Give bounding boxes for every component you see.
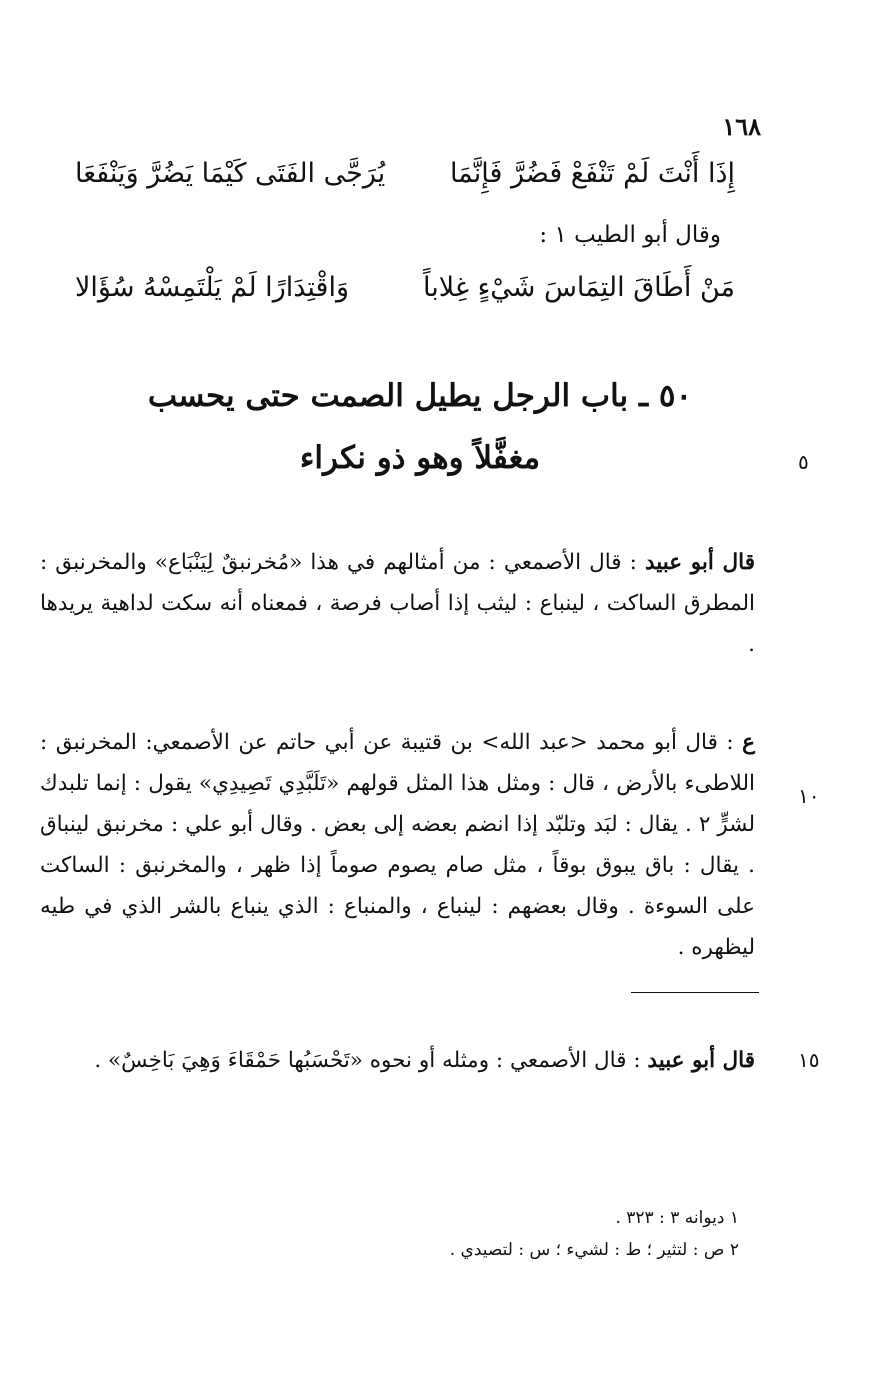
paragraph-lead: قال أبو عبيد — [647, 1048, 755, 1073]
verse-second-hemistich: يُرَجَّى الفَتَى كَيْمَا يَضُرَّ وَيَنْفَعَا — [75, 158, 386, 189]
paragraph-text: : قال أبو محمد <عبد الله> بن قتيبة عن أبي حاتم عن الأصمعي: المخرنبق : اللاطىء بالأرض ، قال : ومثل هذا المثل قولهم «تَلَبَّدِي تَصِيدِي» يقول : إنما تلبدك لشرٍّ ٢ . يقال : لبَد وتلبّد إذا انضم بعضه إلى بعض . وقال أبو علي : مخرنبق لينباق . يقال : باق يبوق بوقاً ، مثل صام يصوم صوماً إذا ظهر ، والمخرنبق : الساكت على السوءة . وقال بعضهم : لينباع ، والمنباع : الذي ينباع بالشر الذي في طيه ليظهره . — [40, 730, 756, 960]
paragraph — [40, 542, 755, 665]
line-number: ١٥ — [798, 1048, 820, 1072]
paragraph-lead: ع — [742, 730, 755, 755]
footnote-divider — [631, 992, 759, 993]
line-number: ٥ — [798, 450, 809, 474]
paragraph-lead: قال أبو عبيد — [644, 550, 755, 575]
paragraph-text: : قال الأصمعي : ومثله أو نحوه «تَحْسَبُها حَمْقَاءَ وَهِيَ بَاخِسٌ» . — [94, 1048, 641, 1073]
verse-second-hemistich: وَاقْتِدَارًا لَمْ يَلْتَمِسْهُ سُؤَالا — [75, 272, 349, 303]
footnote: ٢ ص : لتثير ؛ ط : لشيء ؛ س : لتصيدي . — [449, 1240, 739, 1260]
page-number: ١٦٨ — [722, 112, 761, 141]
line-number: ١٠ — [798, 784, 820, 808]
verse-line — [75, 272, 735, 316]
paragraph-text: : قال الأصمعي : من أمثالهم في هذا «مُخرنبقٌ لِيَنْبَاع» والمخرنبق : المطرق الساكت ، لينباع : ليثب إذا أصاب فرصة ، فمعناه أنه سكت لداهية يريدها . — [40, 550, 755, 657]
paragraph — [40, 722, 755, 968]
verse-first-hemistich: مَنْ أَطَاقَ التِمَاسَ شَيْءٍ غِلاباً — [423, 272, 735, 303]
chapter-title-line-2: مغفَّلاً وهو ذو نكراء — [299, 440, 541, 476]
chapter-title-line-1: ٥٠ ـ باب الرجل يطيل الصمت حتى يحسب — [147, 378, 693, 414]
verse-first-hemistich: إِذَا أَنْتَ لَمْ تَنْفَعْ فَضُرَّ فَإِنَّمَا — [449, 158, 735, 189]
verse-line — [75, 158, 735, 202]
verse-intro: وقال أبو الطيب ١ : — [539, 222, 721, 248]
paragraph — [40, 1040, 755, 1081]
footnote: ١ ديوانه ٣ : ٣٢٣ . — [615, 1208, 739, 1228]
